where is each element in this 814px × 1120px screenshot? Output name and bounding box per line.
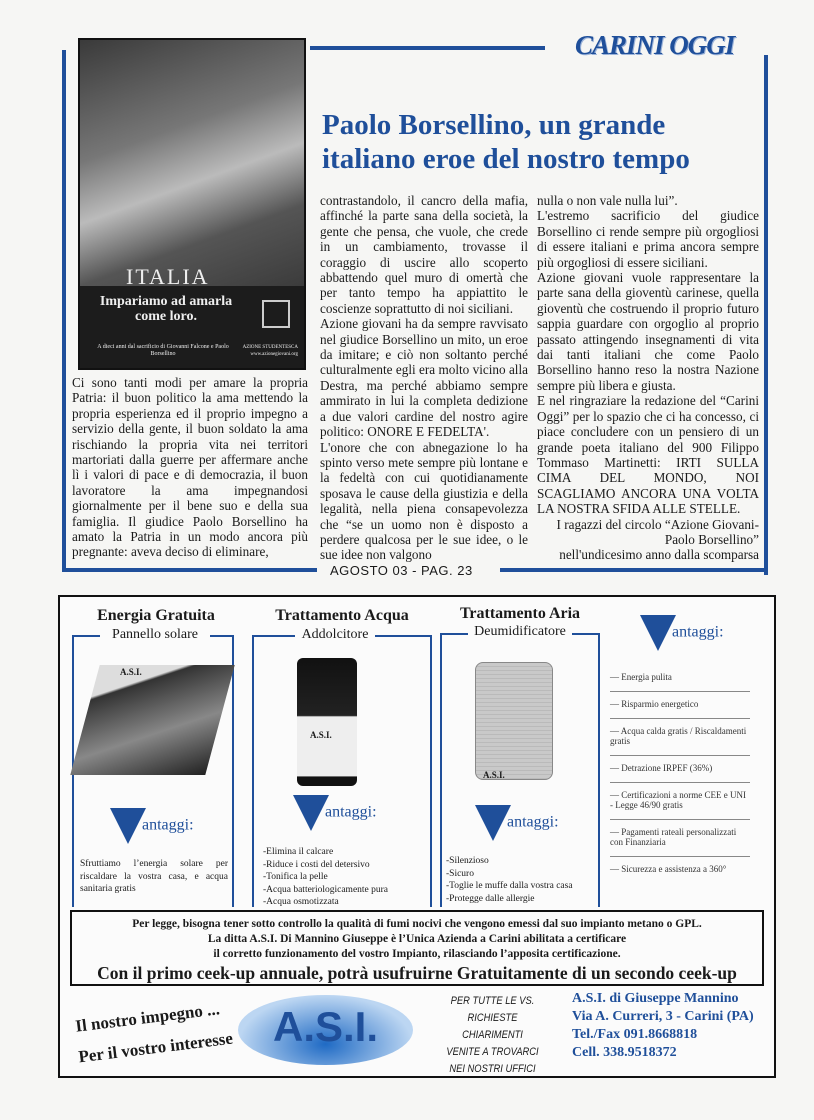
paragraph: contrastandolo, il cancro della mafia, affinché la parte sana della società, la gente che pensa, che vuole, che crede in un cambiamento, trovasse il coraggio di uscire allo scoperto abbattendo quel muro di omertà che per tanto tempo ha appiattito le coscienze soprattutto di noi siciliani.	[320, 193, 528, 316]
phone: Tel./Fax 091.8668818	[572, 1027, 698, 1042]
vantaggi-heading	[293, 795, 377, 831]
list-item: -Acqua batteriologicamente pura	[263, 884, 389, 895]
paragraph: L'estremo sacrificio del giudice Borsellino ci rende sempre più orgogliosi di essere italiani e prima ancora sempre più orgogliosi di essere siciliani.	[537, 208, 759, 270]
brand-label: A.S.I.	[310, 730, 332, 740]
slogan: Il nostro impegno ...	[74, 999, 221, 1036]
list-item: -Toglie le muffe dalla vostra casa	[446, 881, 573, 891]
article-title: Paolo Borsellino, un grande italiano eroe del nostro tempo	[322, 109, 690, 175]
paragraph: Ci sono tanti modi per amare la propria Patria: il buon politico la ama mettendo la propria esperienza ed il proprio impegno a servizio della gente, il buon soldato la ama rischiando la propria vita nei territori martoriati dalla guerre per affermare anche lì i valori di pace e di democrazia, il buon lavoratore la ama impegnandosi giornalmente per il bene suo e della sua famiglia. Il giudice Paolo Borsellino ha amato la Patria in un modo ancora più pregnante: aveva deciso di eliminare,	[72, 375, 308, 560]
notice-line: il corretto funzionamento del vostro Impianto, rilasciando l’apposita certificazione.	[213, 948, 621, 960]
benefit-item: — Sicurezza e assistenza a 360°	[610, 864, 727, 874]
list-item: -Elimina il calcare	[263, 847, 334, 857]
paragraph: nulla o non vale nulla lui”.	[537, 193, 678, 208]
vantaggi-label: antaggi:	[142, 816, 194, 834]
list-item: -Acqua osmotizzata	[263, 897, 339, 907]
frame-line	[310, 46, 545, 50]
v-triangle-icon	[110, 808, 146, 844]
slogan: Per il vostro interesse	[77, 1028, 234, 1067]
vantaggi-label: antaggi:	[507, 813, 559, 831]
benefit-item: — Energia pulita	[610, 665, 750, 692]
frame-line	[62, 568, 317, 572]
list-item: -Protegge dalle allergie	[446, 893, 535, 904]
v-triangle-icon	[475, 805, 511, 841]
signature: Paolo Borsellino”	[664, 531, 759, 547]
product-title: Energia Gratuita	[97, 607, 215, 624]
vantaggi-heading	[475, 805, 559, 841]
signature: I ragazzi del circolo “Azione Giovani-	[556, 516, 759, 532]
photo-slogan: Impariamo ad amarla come loro.	[99, 294, 233, 324]
vantaggi-label: antaggi:	[325, 803, 377, 821]
v-triangle-icon	[293, 795, 329, 831]
list-item: -Riduce i costi del detersivo	[263, 859, 370, 870]
company-name: A.S.I. di Giuseppe Mannino	[572, 991, 739, 1006]
benefit-item: — Acqua calda gratis / Riscaldamenti gratis	[610, 719, 750, 756]
article-column-1	[72, 375, 308, 560]
article-column-2	[320, 193, 528, 563]
benefit-item: — Detrazione IRPEF (36%)	[610, 756, 750, 783]
requests-line: VENITE A TROVARCI	[446, 1046, 539, 1058]
address: Via A. Curreri, 3 - Carini (PA)	[572, 1009, 754, 1024]
page-footer: AGOSTO 03 - PAG. 23	[330, 563, 473, 578]
photo-headline: ITALIA	[126, 264, 210, 289]
mobile: Cell. 338.9518372	[572, 1045, 677, 1060]
water-softener-image	[297, 658, 357, 786]
dehumidifier-image	[475, 662, 553, 780]
asi-logo: A.S.I.	[238, 995, 413, 1065]
requests-line: CHIARIMENTI	[462, 1029, 523, 1041]
photo-org	[238, 344, 298, 358]
benefits-list	[610, 665, 750, 883]
benefit-item: — Pagamenti rateali personalizzati con Finanziaria	[610, 820, 750, 857]
paragraph: E nel ringraziare la redazione del “Carini Oggi” per lo spazio che ci ha concesso, ci piace concludere con un pensiero di un grande poeta italiano del 900 Filippo Tommaso Martinetti: IRTI SULLA CIMA DEL MONDO, NOI SCAGLIAMO ANCORA UNA VOLTA LA NOSTRA SFIDA ALLE STELLE.	[537, 393, 759, 517]
notice-box	[70, 910, 764, 986]
frame-line	[500, 568, 768, 572]
list-item: -Sicuro	[446, 868, 474, 879]
article-column-3	[537, 193, 759, 563]
paragraph: Azione giovani ha da sempre ravvisato nel giudice Borsellino un mito, un eroe da imitare; e ciò non soltanto perché culturalmente egli era molto vicino alla Destra, ma perché abbiamo sempre ammirato in lui la completa dedizione a due valori cardine del nostro agire politico: ONORE E FEDELTA'.	[320, 316, 528, 440]
brand-label: A.S.I.	[483, 770, 505, 780]
v-triangle-icon	[640, 615, 676, 651]
product-subtitle: Pannello solare	[100, 627, 210, 643]
requests-line: PER TUTTE LE VS. RICHIESTE	[450, 995, 535, 1024]
paragraph: Azione giovani vuole rappresentare la parte sana della gioventù carinese, quella gioventù che costruendo il proprio futuro sappia guardare con orgoglio al proprio passato attingendo insegnamenti di vita dai tanti italiani che come Paolo Borsellino hanno reso la nostra Nazione sempre più libera e giusta.	[537, 270, 759, 393]
notice-line: La ditta A.S.I. Di Mannino Giuseppe è l’Unica Azienda a Carini abilitata a certificare	[207, 933, 627, 945]
vantaggi-label: antaggi:	[672, 623, 724, 641]
vantaggi-heading	[110, 808, 194, 844]
photo-url: www.azionegiovani.org	[250, 352, 298, 357]
product-subtitle: Addolcitore	[295, 627, 375, 643]
product-text: Sfruttiamo l’energia solare per riscaldare la vostra casa, e acqua sanitaria gratis	[80, 859, 228, 894]
requests-line: NEI NOSTRI UFFICI	[449, 1063, 536, 1075]
paragraph: L'onore che con abnegazione lo ha spinto verso mete sempre più lontane e la fedeltà con cui quotidianamente sposava le cause della giustizia e della legalità, nella piena consapevolezza che “se un uomo non è disposto a perdere qualcosa per le sue idee, o le sue idee non valgono	[320, 439, 528, 563]
product-title: Trattamento Aria	[459, 605, 581, 622]
photo-caption: A dieci anni dal sacrificio di Giovanni Falcone e Paolo Borsellino	[97, 344, 229, 357]
frame-line	[62, 50, 66, 570]
product-subtitle: Deumidificatore	[468, 624, 572, 640]
benefit-item: — Certificazioni a norme CEE e UNI - Legge 46/90 gratis	[610, 783, 750, 820]
masthead: CARINI OGGI	[575, 30, 735, 60]
contact-info	[572, 990, 754, 1062]
benefit-item: — Risparmio energetico	[610, 692, 750, 719]
list-item: -Tonifica la pelle	[263, 872, 328, 882]
article-photo	[78, 38, 306, 370]
vantaggi-heading	[640, 615, 724, 651]
org-logo-icon	[262, 300, 290, 328]
notice-headline: Con il primo ceek-up annuale, potrà usufruirne Gratuitamente di un secondo ceek-up	[97, 963, 737, 983]
brand-label: A.S.I.	[120, 667, 142, 677]
signature: nell'undicesimo anno dalla scomparsa	[559, 547, 759, 563]
product-list	[263, 846, 428, 909]
photo-org-name: AZIONE STUDENTESCA	[242, 345, 298, 350]
frame-line	[764, 55, 768, 575]
notice-line: Per legge, bisogna tener sotto controllo la qualità di fumi nocivi che vengono emessi dal suo impianto metano o GPL.	[132, 918, 702, 930]
requests-text	[435, 993, 550, 1078]
list-item: -Silenzioso	[446, 856, 489, 866]
product-list	[446, 855, 601, 905]
product-title: Trattamento Acqua	[275, 607, 409, 624]
